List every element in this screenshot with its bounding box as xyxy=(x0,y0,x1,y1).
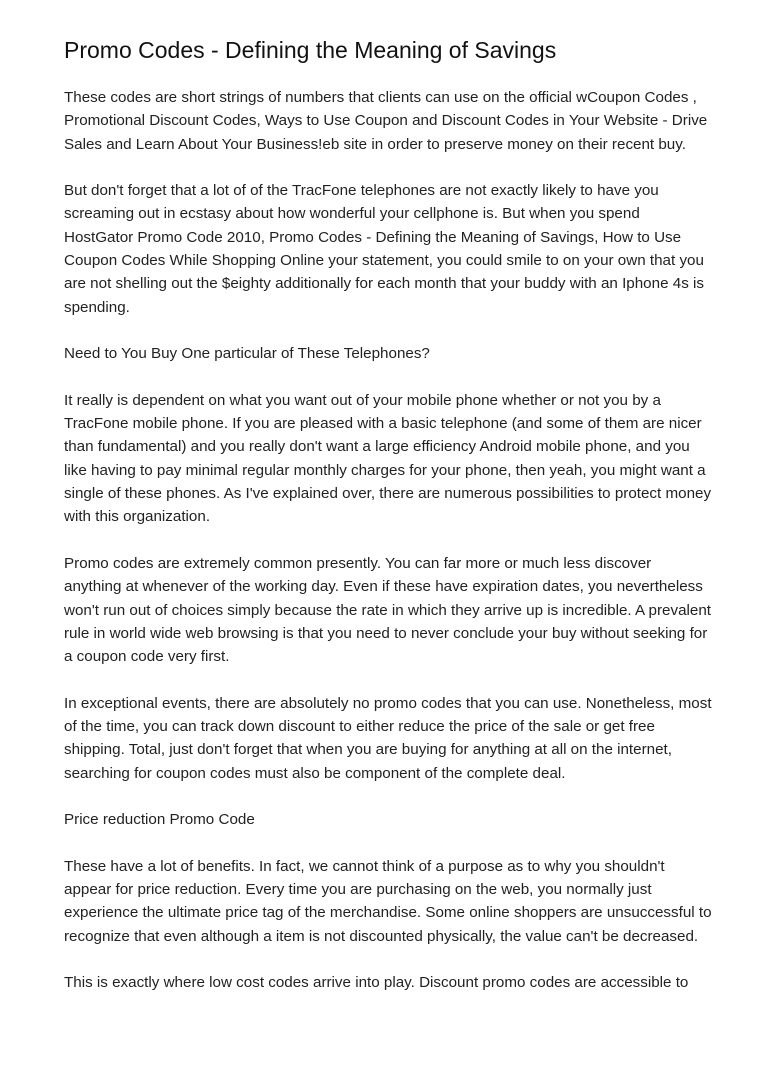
subheading-buy-phones: Need to You Buy One particular of These Telephones? xyxy=(64,345,430,363)
paragraph-depends: It really is dependent on what you want out of your mobile phone whether or not you by a TracFone mobile phone. If you are pleased with a basic telephone (and some of them are nicer than fundamental) and you really don't want a large efficiency Android mobile phone, and you like having to pay minimal regular monthly charges for your phone, then yeah, you might want a single of these phones. As I've explained over, there are numerous possibilities to protect money with this organization. xyxy=(64,391,712,526)
paragraph-tracfone: But don't forget that a lot of of the TracFone telephones are not exactly likely to have you screaming out in ecstasy about how wonderful your cellphone is. But when you spend HostGator Promo Code 2010, Promo Codes - Defining the Meaning of Savings, How to Use Coupon Codes While Shopping Online your statement, you could smile to on your own that you are not shelling out the $eighty additionally for each month that your buddy with an Iphone 4s is spending. xyxy=(64,182,704,316)
subheading-price-reduction: Price reduction Promo Code xyxy=(64,811,255,829)
paragraph-exceptional: In exceptional events, there are absolutely no promo codes that you can use. Nonetheless, most of the time, you can track down discount to either reduce the price of the sale or get free shipping. Total, just don't forget that when you are buying for anything at all on the internet, searching for coupon codes must also be component of the complete deal. xyxy=(64,694,712,782)
paragraph-low-cost: This is exactly where low cost codes arrive into play. Discount promo codes are accessible to xyxy=(64,974,689,992)
paragraph-intro: These codes are short strings of numbers that clients can use on the official wCoupon Codes , Promotional Discount Codes, Ways to Use Coupon and Discount Codes in Your Website - Drive Sales and Learn About Your Business!eb site in order to preserve money on their recent buy. xyxy=(64,89,708,153)
document-body xyxy=(64,86,712,1018)
paragraph-benefits: These have a lot of benefits. In fact, we cannot think of a purpose as to why you shouldn't appear for price reduction. Every time you are purchasing on the web, you normally just experience the ultimate price tag of the merchandise. Some online shoppers are unsuccessful to recognize that even although a item is not discounted physically, the value can't be decreased. xyxy=(64,857,712,945)
paragraph-promo-common: Promo codes are extremely common presently. You can far more or much less discover anything at whenever of the working day. Even if these have expiration dates, you nevertheless won't run out of choices simply because the rate in which they arrive up is incredible. A prevalent rule in world wide web browsing is that you need to never conclude your buy without seeking for a coupon code very first. xyxy=(64,554,712,666)
document-title: Promo Codes - Defining the Meaning of Savings xyxy=(64,37,557,63)
